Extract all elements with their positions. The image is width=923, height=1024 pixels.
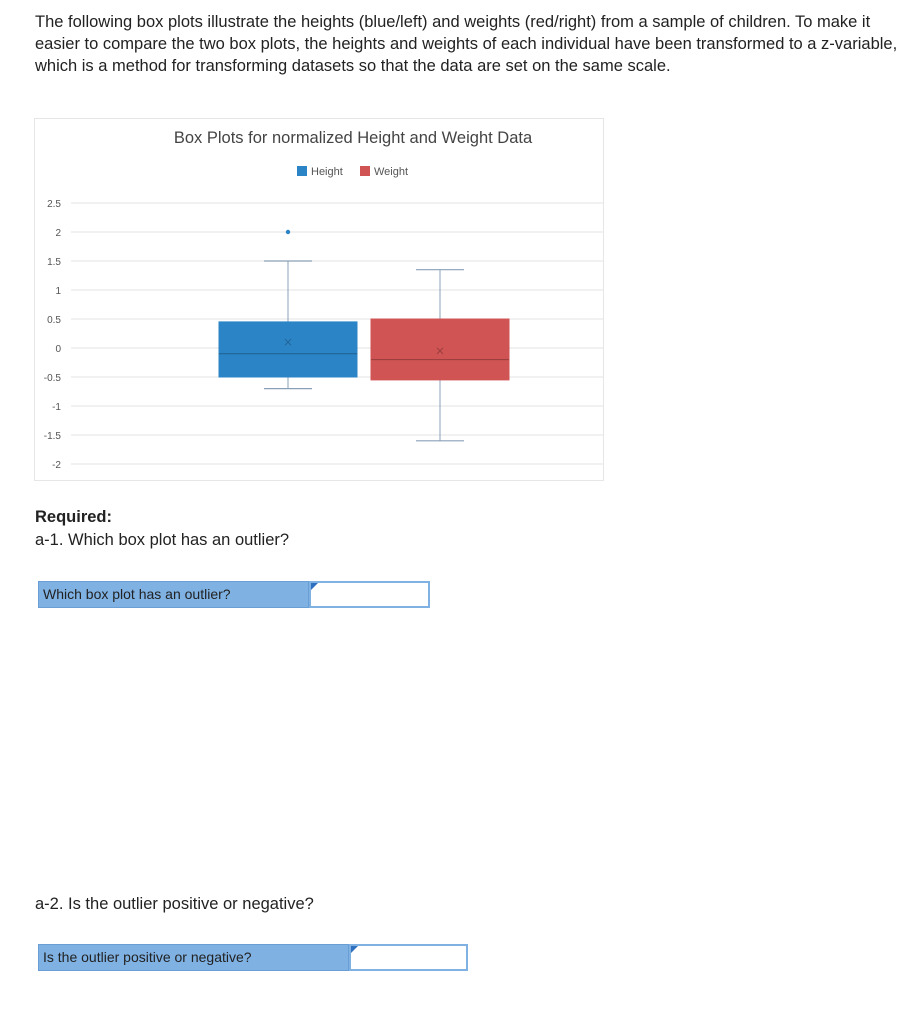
legend-swatch-height — [297, 166, 307, 176]
y-tick-label: -2 — [52, 460, 61, 471]
box-height — [219, 230, 357, 389]
answer-input-a2[interactable] — [349, 944, 468, 971]
y-axis-ticks — [44, 199, 62, 471]
y-tick-label: 1 — [55, 286, 61, 297]
y-tick-label: -1 — [52, 402, 61, 413]
y-tick-label: -0.5 — [43, 373, 61, 384]
y-tick-label: 2.5 — [47, 199, 61, 210]
y-tick-label: 0.5 — [47, 315, 61, 326]
chart-legend — [297, 166, 408, 178]
answer-label-a2: Is the outlier positive or negative? — [38, 944, 349, 971]
y-tick-label: -1.5 — [43, 431, 61, 442]
problem-intro: The following box plots illustrate the heights (blue/left) and weights (red/right) from a sample of children. To make it easier to compare the two box plots, the heights and weights of each individual have been transformed to a z-variable, which is a method for transforming datasets so that the data are set on the same scale. — [35, 13, 898, 75]
answer-row-a2 — [38, 944, 468, 971]
answer-label-a1: Which box plot has an outlier? — [38, 581, 309, 608]
height-box — [219, 322, 357, 377]
y-tick-label: 2 — [55, 228, 61, 239]
boxplot-svg — [35, 119, 605, 482]
chart-title: Box Plots for normalized Height and Weight Data — [173, 129, 533, 147]
legend-swatch-weight — [360, 166, 370, 176]
question-a2: a-2. Is the outlier positive or negative? — [35, 895, 314, 913]
question-a1: a-1. Which box plot has an outlier? — [35, 531, 290, 549]
box-weight — [371, 270, 509, 441]
y-tick-label: 0 — [55, 344, 61, 355]
weight-box — [371, 319, 509, 380]
answer-row-a1 — [38, 581, 430, 608]
y-tick-label: 1.5 — [47, 257, 61, 268]
answer-input-a1[interactable] — [309, 581, 430, 608]
height-outlier-point — [286, 230, 290, 234]
required-heading: Required: — [35, 508, 113, 526]
legend-label-weight: Weight — [374, 166, 409, 178]
boxplot-chart — [34, 118, 604, 481]
legend-label-height: Height — [311, 166, 343, 178]
